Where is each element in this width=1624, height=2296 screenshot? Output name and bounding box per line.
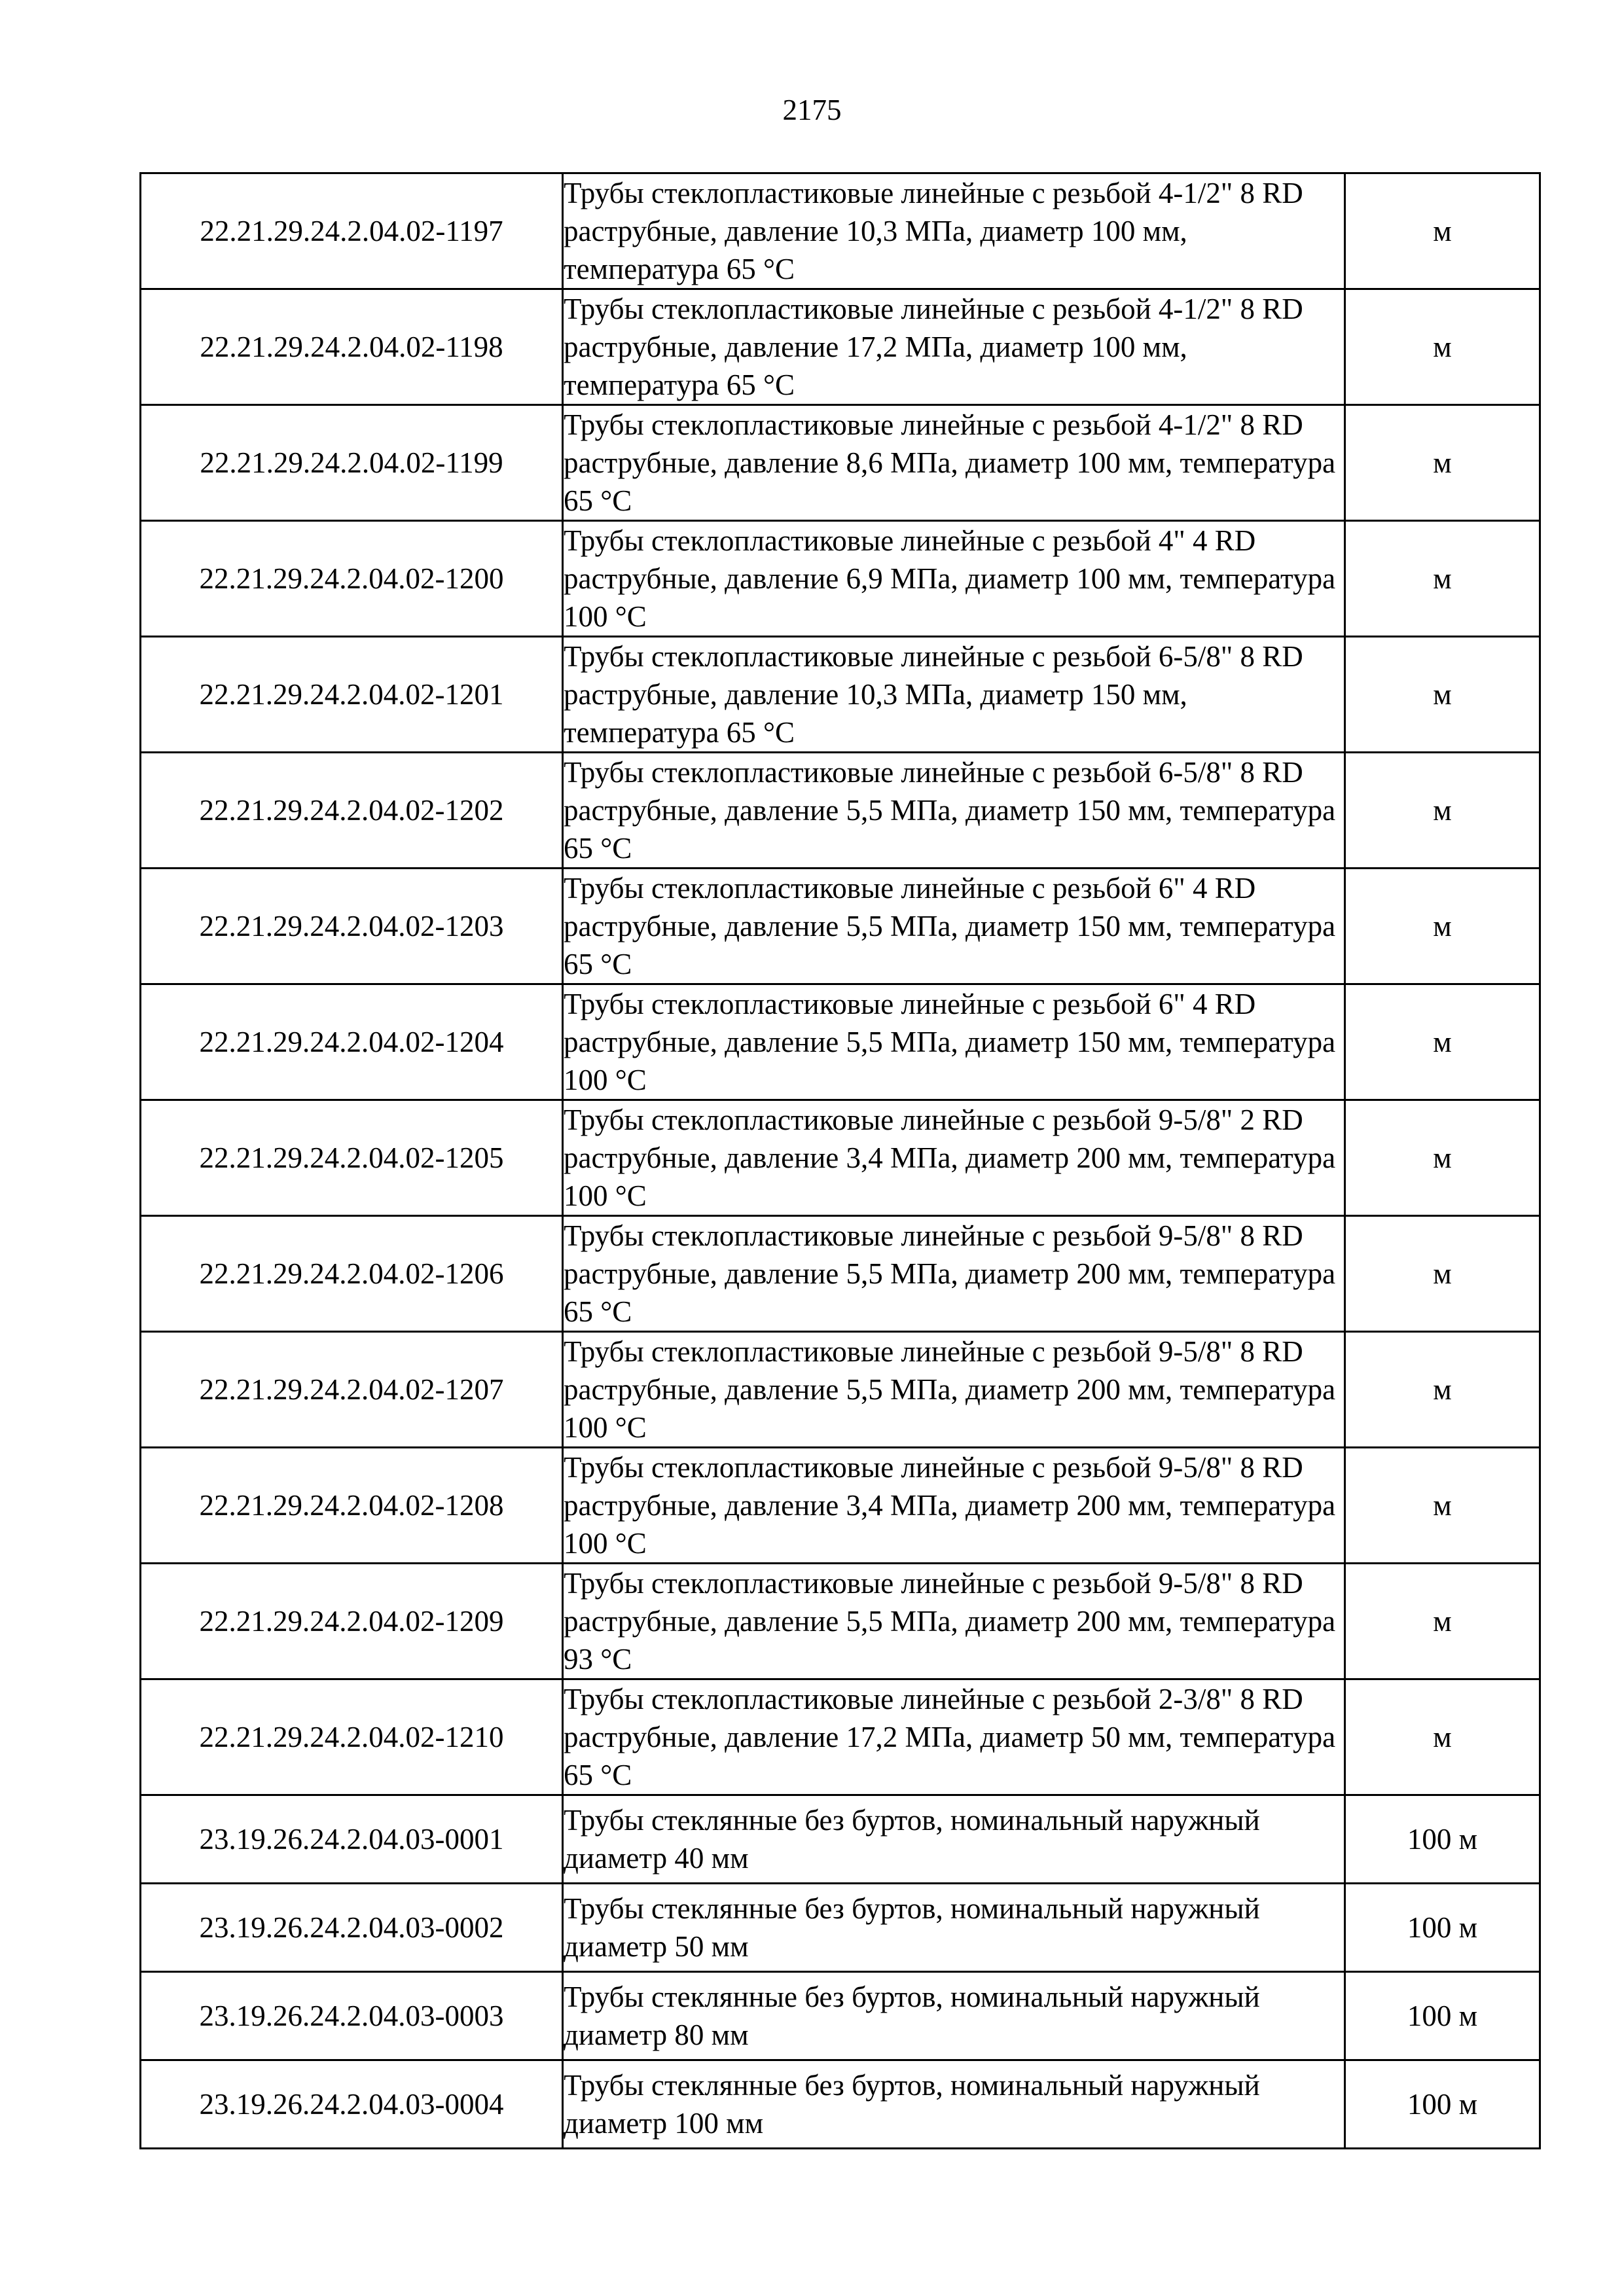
catalog-table-body xyxy=(141,173,1540,2149)
table-row xyxy=(141,1564,1540,1679)
resource-name: Трубы стеклопластиковые линейные с резьбой 9-5/8" 2 RD раструбные, давление 3,4 МПа, диаметр 200 мм, температура 100 °С xyxy=(563,1100,1345,1216)
resource-name: Трубы стеклопластиковые линейные с резьбой 2-3/8" 8 RD раструбные, давление 17,2 МПа, диаметр 50 мм, температура 65 °С xyxy=(563,1679,1345,1795)
unit-of-measure: м xyxy=(1345,1216,1540,1332)
resource-code: 22.21.29.24.2.04.02-1199 xyxy=(141,405,563,521)
resource-code: 23.19.26.24.2.04.03-0001 xyxy=(141,1795,563,1884)
resource-name: Трубы стеклянные без буртов, номинальный наружный диаметр 80 мм xyxy=(563,1972,1345,2060)
unit-of-measure: м xyxy=(1345,984,1540,1100)
table-row xyxy=(141,405,1540,521)
resource-name: Трубы стеклопластиковые линейные с резьбой 6" 4 RD раструбные, давление 5,5 МПа, диаметр 150 мм, температура 100 °С xyxy=(563,984,1345,1100)
unit-of-measure: м xyxy=(1345,637,1540,753)
resource-code: 22.21.29.24.2.04.02-1200 xyxy=(141,521,563,637)
catalog-table xyxy=(139,172,1541,2149)
resource-name: Трубы стеклянные без буртов, номинальный наружный диаметр 50 мм xyxy=(563,1884,1345,1972)
resource-code: 22.21.29.24.2.04.02-1205 xyxy=(141,1100,563,1216)
unit-of-measure: м xyxy=(1345,1100,1540,1216)
resource-code: 23.19.26.24.2.04.03-0004 xyxy=(141,2060,563,2149)
resource-name: Трубы стеклопластиковые линейные с резьбой 9-5/8" 8 RD раструбные, давление 3,4 МПа, диаметр 200 мм, температура 100 °С xyxy=(563,1448,1345,1564)
unit-of-measure: м xyxy=(1345,1448,1540,1564)
resource-code: 22.21.29.24.2.04.02-1207 xyxy=(141,1332,563,1448)
unit-of-measure: м xyxy=(1345,753,1540,869)
resource-name: Трубы стеклопластиковые линейные с резьбой 6" 4 RD раструбные, давление 5,5 МПа, диаметр 150 мм, температура 65 °С xyxy=(563,869,1345,984)
unit-of-measure: м xyxy=(1345,405,1540,521)
resource-code: 22.21.29.24.2.04.02-1209 xyxy=(141,1564,563,1679)
table-row xyxy=(141,637,1540,753)
unit-of-measure: м xyxy=(1345,1679,1540,1795)
resource-code: 22.21.29.24.2.04.02-1203 xyxy=(141,869,563,984)
resource-code: 23.19.26.24.2.04.03-0002 xyxy=(141,1884,563,1972)
resource-code: 22.21.29.24.2.04.02-1208 xyxy=(141,1448,563,1564)
unit-of-measure: м xyxy=(1345,869,1540,984)
resource-name: Трубы стеклянные без буртов, номинальный наружный диаметр 40 мм xyxy=(563,1795,1345,1884)
resource-name: Трубы стеклопластиковые линейные с резьбой 4" 4 RD раструбные, давление 6,9 МПа, диаметр 100 мм, температура 100 °С xyxy=(563,521,1345,637)
resource-code: 22.21.29.24.2.04.02-1206 xyxy=(141,1216,563,1332)
table-row xyxy=(141,984,1540,1100)
unit-of-measure: м xyxy=(1345,521,1540,637)
resource-name: Трубы стеклопластиковые линейные с резьбой 6-5/8" 8 RD раструбные, давление 10,3 МПа, диаметр 150 мм, температура 65 °С xyxy=(563,637,1345,753)
unit-of-measure: 100 м xyxy=(1345,1884,1540,1972)
unit-of-measure: 100 м xyxy=(1345,1795,1540,1884)
resource-name: Трубы стеклопластиковые линейные с резьбой 4-1/2" 8 RD раструбные, давление 17,2 МПа, диаметр 100 мм, температура 65 °С xyxy=(563,289,1345,405)
resource-code: 22.21.29.24.2.04.02-1201 xyxy=(141,637,563,753)
unit-of-measure: м xyxy=(1345,1564,1540,1679)
resource-name: Трубы стеклопластиковые линейные с резьбой 6-5/8" 8 RD раструбные, давление 5,5 МПа, диаметр 150 мм, температура 65 °С xyxy=(563,753,1345,869)
table-row xyxy=(141,1216,1540,1332)
table-row xyxy=(141,1332,1540,1448)
resource-name: Трубы стеклопластиковые линейные с резьбой 9-5/8" 8 RD раструбные, давление 5,5 МПа, диаметр 200 мм, температура 100 °С xyxy=(563,1332,1345,1448)
resource-name: Трубы стеклопластиковые линейные с резьбой 4-1/2" 8 RD раструбные, давление 10,3 МПа, диаметр 100 мм, температура 65 °С xyxy=(563,173,1345,289)
resource-code: 23.19.26.24.2.04.03-0003 xyxy=(141,1972,563,2060)
table-row xyxy=(141,1679,1540,1795)
table-row xyxy=(141,1100,1540,1216)
resource-code: 22.21.29.24.2.04.02-1204 xyxy=(141,984,563,1100)
resource-name: Трубы стеклопластиковые линейные с резьбой 9-5/8" 8 RD раструбные, давление 5,5 МПа, диаметр 200 мм, температура 65 °С xyxy=(563,1216,1345,1332)
table-row xyxy=(141,289,1540,405)
unit-of-measure: м xyxy=(1345,289,1540,405)
resource-code: 22.21.29.24.2.04.02-1197 xyxy=(141,173,563,289)
unit-of-measure: м xyxy=(1345,1332,1540,1448)
table-row xyxy=(141,1884,1540,1972)
table-row xyxy=(141,1448,1540,1564)
resource-code: 22.21.29.24.2.04.02-1210 xyxy=(141,1679,563,1795)
unit-of-measure: м xyxy=(1345,173,1540,289)
table-row xyxy=(141,521,1540,637)
table-row xyxy=(141,869,1540,984)
table-row xyxy=(141,173,1540,289)
resource-name: Трубы стеклянные без буртов, номинальный наружный диаметр 100 мм xyxy=(563,2060,1345,2149)
table-row xyxy=(141,1795,1540,1884)
resource-code: 22.21.29.24.2.04.02-1198 xyxy=(141,289,563,405)
unit-of-measure: 100 м xyxy=(1345,1972,1540,2060)
table-row xyxy=(141,753,1540,869)
unit-of-measure: 100 м xyxy=(1345,2060,1540,2149)
resource-code: 22.21.29.24.2.04.02-1202 xyxy=(141,753,563,869)
page-number: 2175 xyxy=(782,94,842,126)
resource-name: Трубы стеклопластиковые линейные с резьбой 9-5/8" 8 RD раструбные, давление 5,5 МПа, диаметр 200 мм, температура 93 °С xyxy=(563,1564,1345,1679)
table-row xyxy=(141,1972,1540,2060)
table-row xyxy=(141,2060,1540,2149)
resource-name: Трубы стеклопластиковые линейные с резьбой 4-1/2" 8 RD раструбные, давление 8,6 МПа, диаметр 100 мм, температура 65 °С xyxy=(563,405,1345,521)
